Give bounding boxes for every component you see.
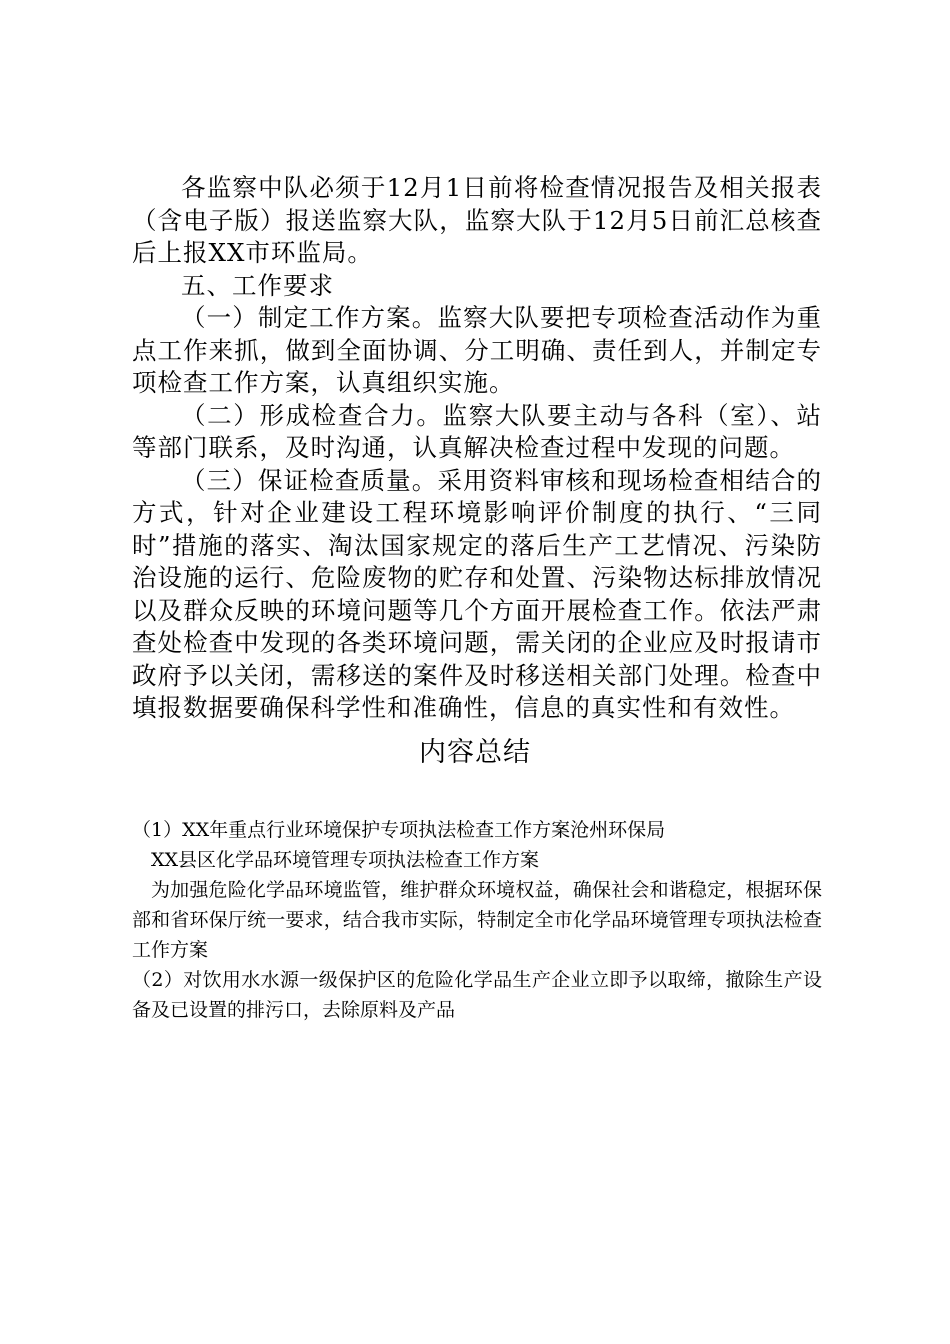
section-title-work-requirements: 五、工作要求 bbox=[181, 270, 334, 300]
summary-section bbox=[132, 815, 822, 1025]
paragraph-work-plan: （一）制定工作方案。监察大队要把专项检查活动作为重点工作来抓，做到全面协调、分工明确、责任到人，并制定专项检查工作方案，认真组织实施。 bbox=[132, 303, 822, 397]
body-text bbox=[132, 172, 822, 725]
summary-item-2: （2）对饮用水水源一级保护区的危险化学品生产企业立即予以取缔，撤除生产设备及已设置的排污口，去除原料及产品 bbox=[132, 969, 822, 1021]
summary-heading: 内容总结 bbox=[419, 737, 531, 768]
summary-item-1: （1）XX年重点行业环境保护专项执法检查工作方案沧州环保局 bbox=[132, 819, 666, 841]
summary-item-1-subtitle: XX县区化学品环境管理专项执法检查工作方案 bbox=[151, 849, 540, 871]
paragraph-report-deadline: 各监察中队必须于12月1日前将检查情况报告及相关报表（含电子版）报送监察大队，监察大队于12月5日前汇总核查后上报XX市环监局。 bbox=[132, 173, 822, 267]
paragraph-joint-force: （二）形成检查合力。监察大队要主动与各科（室）、站等部门联系，及时沟通，认真解决检查过程中发现的问题。 bbox=[132, 400, 822, 462]
paragraph-inspection-quality: （三）保证检查质量。采用资料审核和现场检查相结合的方式，针对企业建设工程环境影响评价制度的执行、“三同时”措施的落实、淘汰国家规定的落后生产工艺情况、污染防治设施的运行、危险废物的贮存和处置、污染物达标排放情况以及群众反映的环境问题等几个方面开展检查工作。依法严肃查处检查中发现的各类环境问题，需关闭的企业应及时报请市政府予以关闭，需移送的案件及时移送相关部门处理。检查中填报数据要确保科学性和准确性，信息的真实性和有效性。 bbox=[132, 465, 822, 722]
summary-item-1-body: 为加强危险化学品环境监管，维护群众环境权益，确保社会和谐稳定，根据环保部和省环保厅统一要求，结合我市实际，特制定全市化学品环境管理专项执法检查工作方案 bbox=[132, 879, 822, 961]
